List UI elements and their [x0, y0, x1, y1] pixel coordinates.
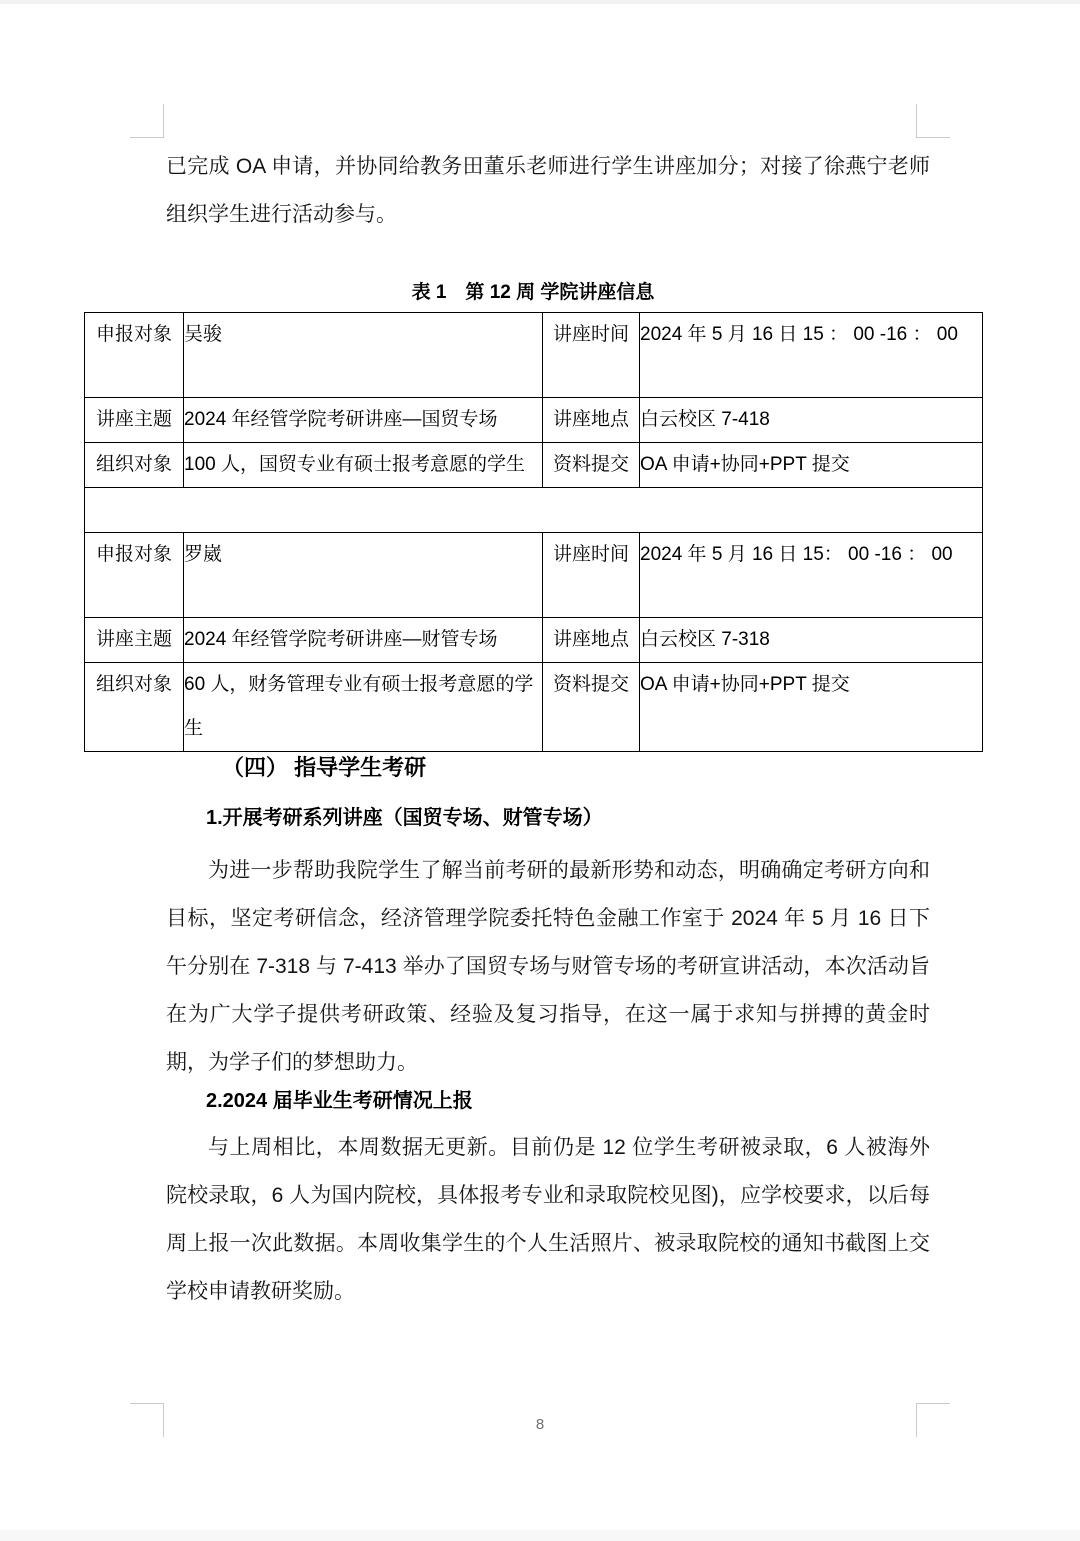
value-cell: 白云校区 7-418	[640, 398, 983, 443]
table-title: 表 1 第 12 周 学院讲座信息	[411, 282, 655, 303]
table-row	[85, 313, 983, 398]
value-cell: 罗崴	[184, 533, 543, 618]
value-cell: 2024 年经管学院考研讲座—财管专场	[184, 618, 543, 663]
page-number: 8	[535, 1416, 545, 1433]
section-heading: （四） 指导学生考研	[222, 755, 427, 780]
intro-paragraph: 已完成 OA 申请，并协同给教务田董乐老师进行学生讲座加分；对接了徐燕宁老师组织学生进行活动参与。	[166, 155, 930, 226]
value-cell: 100 人，国贸专业有硕士报考意愿的学生	[184, 443, 543, 488]
value-cell: 2024 年 5 月 16 日 15 ： 00 -16 ： 00	[640, 313, 983, 398]
table-row	[85, 533, 983, 618]
value-cell: 2024 年经管学院考研讲座—国贸专场	[184, 398, 543, 443]
subheading-lectures: 1.开展考研系列讲座（国贸专场、财管专场）	[206, 807, 603, 829]
value-cell: OA 申请+协同+PPT 提交	[640, 443, 983, 488]
label-cell: 资料提交	[543, 663, 640, 752]
label-cell: 讲座地点	[543, 618, 640, 663]
crop-mark-top-right	[916, 104, 950, 138]
page-top-edge	[0, 0, 1080, 4]
table-row	[85, 443, 983, 488]
value-cell: 吴骏	[184, 313, 543, 398]
lecture-info-table	[84, 312, 983, 752]
value-cell: 2024 年 5 月 16 日 15： 00 -16 ： 00	[640, 533, 983, 618]
label-cell: 讲座时间	[543, 533, 640, 618]
value-cell: 白云校区 7-318	[640, 618, 983, 663]
value-cell: 60 人，财务管理专业有硕士报考意愿的学生	[184, 663, 543, 752]
crop-mark-top-left	[130, 104, 164, 138]
label-cell: 申报对象	[85, 533, 184, 618]
table-row	[85, 663, 983, 752]
label-cell: 组织对象	[85, 443, 184, 488]
label-cell: 资料提交	[543, 443, 640, 488]
label-cell: 申报对象	[85, 313, 184, 398]
label-cell: 讲座主题	[85, 618, 184, 663]
label-cell: 讲座时间	[543, 313, 640, 398]
label-cell: 讲座主题	[85, 398, 184, 443]
paragraph-report: 与上周相比，本周数据无更新。目前仍是 12 位学生考研被录取，6 人被海外院校录取，6 人为国内院校，具体报考专业和录取院校见图)，应学校要求，以后每周上报一次此数据。本周收集学生的个人生活照片、被录取院校的通知书截图上交学校申请教研奖励。	[166, 1136, 930, 1303]
label-cell: 组织对象	[85, 663, 184, 752]
page-bottom-edge	[0, 1530, 1080, 1541]
table-row	[85, 618, 983, 663]
label-cell: 讲座地点	[543, 398, 640, 443]
table-empty-row	[85, 488, 983, 533]
table-row	[85, 398, 983, 443]
subheading-report: 2.2024 届毕业生考研情况上报	[206, 1090, 473, 1112]
value-cell: OA 申请+协同+PPT 提交	[640, 663, 983, 752]
paragraph-lectures: 为进一步帮助我院学生了解当前考研的最新形势和动态，明确确定考研方向和目标，坚定考研信念，经济管理学院委托特色金融工作室于 2024 年 5 月 16 日下午分别在 7-318 与 7-413 举办了国贸专场与财管专场的考研宣讲活动，本次活动旨在为广大学子提供考研政策、经验及复习指导，在这一属于求知与拼搏的黄金时期，为学子们的梦想助力。	[166, 859, 930, 1074]
